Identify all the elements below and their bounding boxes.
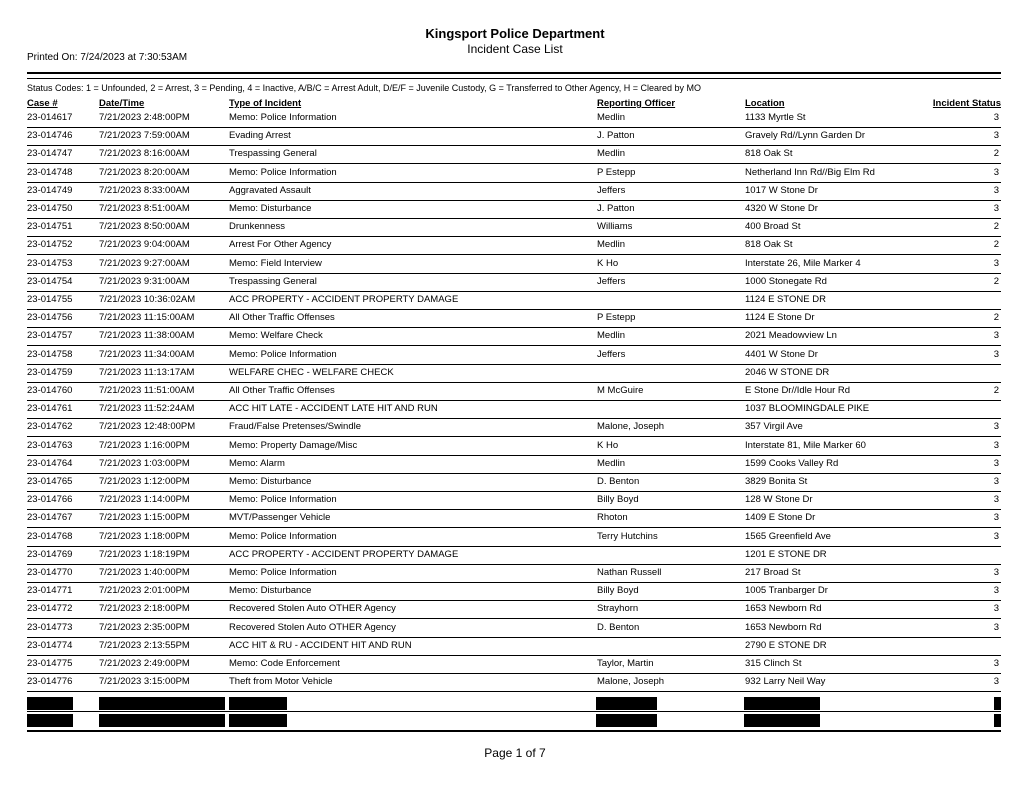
table-row bbox=[27, 182, 1001, 201]
cell-location: Gravely Rd//Lynn Garden Dr bbox=[745, 130, 866, 142]
cell-date-time: 7/21/2023 11:52:24AM bbox=[99, 403, 195, 415]
redaction-bar bbox=[99, 697, 225, 710]
cell-date-time: 7/21/2023 8:16:00AM bbox=[99, 148, 190, 160]
cell-case-number: 23-014759 bbox=[27, 366, 73, 378]
cell-incident-type: ACC PROPERTY - ACCIDENT PROPERTY DAMAGE bbox=[229, 294, 459, 305]
col-header-date: Date/Time bbox=[99, 98, 145, 109]
cell-incident-status: 3 bbox=[993, 512, 999, 524]
table-row bbox=[27, 546, 1001, 565]
table-row bbox=[27, 509, 1001, 528]
cell-date-time: 7/21/2023 11:38:00AM bbox=[99, 330, 195, 342]
table-row bbox=[27, 200, 1001, 219]
cell-incident-type: All Other Traffic Offenses bbox=[229, 312, 335, 324]
redaction-bar bbox=[994, 697, 1001, 710]
cell-case-number: 23-014755 bbox=[27, 294, 73, 305]
cell-location: 818 Oak St bbox=[745, 148, 793, 160]
cell-location: 1124 E Stone Dr bbox=[745, 312, 815, 324]
redaction-bar bbox=[744, 697, 820, 710]
cell-incident-status: 3 bbox=[993, 457, 999, 469]
cell-location: 217 Broad St bbox=[745, 567, 801, 578]
cell-date-time: 7/21/2023 2:18:00PM bbox=[99, 603, 190, 615]
table-row bbox=[27, 600, 1001, 619]
cell-incident-type: Trespassing General bbox=[229, 148, 317, 160]
cell-date-time: 7/21/2023 2:49:00PM bbox=[99, 658, 190, 669]
table-row bbox=[27, 291, 1001, 310]
cell-reporting-officer: Strayhorn bbox=[597, 603, 639, 615]
cell-incident-status: 3 bbox=[993, 476, 999, 487]
cell-incident-type: Memo: Police Information bbox=[229, 530, 337, 542]
cell-location: 1000 Stonegate Rd bbox=[745, 275, 827, 287]
table-row bbox=[27, 236, 1001, 255]
table-row bbox=[27, 164, 1001, 183]
cell-date-time: 7/21/2023 1:03:00PM bbox=[99, 457, 190, 469]
cell-reporting-officer: Taylor, Martin bbox=[597, 658, 654, 669]
redaction-bar bbox=[27, 714, 73, 727]
cell-location: 2790 E STONE DR bbox=[745, 639, 827, 651]
cell-location: 1653 Newborn Rd bbox=[745, 621, 822, 633]
cell-incident-type: Memo: Police Information bbox=[229, 348, 337, 360]
cell-date-time: 7/21/2023 9:04:00AM bbox=[99, 239, 190, 251]
cell-location: 2021 Meadowview Ln bbox=[745, 330, 837, 342]
cell-location: 932 Larry Neil Way bbox=[745, 676, 826, 688]
cell-reporting-officer: Williams bbox=[597, 221, 633, 233]
redaction-bar bbox=[99, 714, 225, 727]
cell-reporting-officer: Rhoton bbox=[597, 512, 628, 524]
cell-reporting-officer: K Ho bbox=[597, 439, 619, 451]
cell-incident-status: 3 bbox=[993, 257, 999, 269]
cell-incident-status: 3 bbox=[993, 439, 999, 451]
cell-reporting-officer: Jeffers bbox=[597, 275, 626, 287]
cell-date-time: 7/21/2023 1:15:00PM bbox=[99, 512, 190, 524]
cell-location: 1409 E Stone Dr bbox=[745, 512, 816, 524]
cell-case-number: 23-014772 bbox=[27, 603, 73, 615]
cell-reporting-officer: Medlin bbox=[597, 457, 625, 469]
cell-case-number: 23-014757 bbox=[27, 330, 73, 342]
cell-date-time: 7/21/2023 2:48:00PM bbox=[99, 112, 190, 123]
redaction-bar bbox=[229, 697, 287, 710]
cell-location: 1037 BLOOMINGDALE PIKE bbox=[745, 403, 870, 415]
cell-location: 1201 E STONE DR bbox=[745, 548, 827, 560]
cell-date-time: 7/21/2023 2:13:55PM bbox=[99, 639, 190, 651]
cell-location: 315 Clinch St bbox=[745, 658, 802, 669]
cell-reporting-officer: P Estepp bbox=[597, 312, 636, 324]
cell-incident-type: MVT/Passenger Vehicle bbox=[229, 512, 331, 524]
cell-incident-type: Drunkenness bbox=[229, 221, 285, 233]
cell-case-number: 23-014769 bbox=[27, 548, 73, 560]
table-row bbox=[27, 273, 1001, 292]
table-row bbox=[27, 455, 1001, 474]
cell-case-number: 23-014767 bbox=[27, 512, 73, 524]
cell-incident-status: 3 bbox=[993, 166, 999, 178]
top-rule-thin bbox=[27, 78, 1001, 79]
cell-reporting-officer: Medlin bbox=[597, 239, 625, 251]
cell-case-number: 23-014768 bbox=[27, 530, 73, 542]
table-row bbox=[27, 582, 1001, 601]
cell-incident-status: 3 bbox=[993, 658, 999, 669]
cell-incident-type: ACC HIT LATE - ACCIDENT LATE HIT AND RUN bbox=[229, 403, 438, 415]
top-rule bbox=[27, 72, 1001, 74]
cell-date-time: 7/21/2023 2:35:00PM bbox=[99, 621, 190, 633]
printed-on: Printed On: 7/24/2023 at 7:30:53AM bbox=[27, 52, 188, 63]
cell-reporting-officer: Malone, Joseph bbox=[597, 421, 665, 433]
cell-case-number: 23-014746 bbox=[27, 130, 73, 142]
cell-incident-status: 3 bbox=[993, 567, 999, 578]
cell-incident-type: Evading Arrest bbox=[229, 130, 291, 142]
cell-case-number: 23-014753 bbox=[27, 257, 73, 269]
table-row bbox=[27, 619, 1001, 638]
cell-location: Interstate 26, Mile Marker 4 bbox=[745, 257, 861, 269]
cell-date-time: 7/21/2023 12:48:00PM bbox=[99, 421, 196, 433]
cell-incident-status: 3 bbox=[993, 184, 999, 196]
cell-incident-status: 2 bbox=[993, 312, 999, 324]
cell-date-time: 7/21/2023 11:13:17AM bbox=[99, 366, 195, 378]
cell-incident-type: Memo: Property Damage/Misc bbox=[229, 439, 358, 451]
cell-case-number: 23-014751 bbox=[27, 221, 73, 233]
cell-case-number: 23-014617 bbox=[27, 112, 73, 123]
table-row bbox=[27, 673, 1001, 692]
cell-case-number: 23-014747 bbox=[27, 148, 73, 160]
table-row bbox=[27, 127, 1001, 146]
cell-case-number: 23-014748 bbox=[27, 166, 73, 178]
cell-incident-type: All Other Traffic Offenses bbox=[229, 385, 335, 396]
table-row bbox=[27, 491, 1001, 510]
cell-incident-type: Memo: Police Information bbox=[229, 567, 337, 578]
cell-incident-status: 2 bbox=[993, 221, 999, 233]
cell-incident-type: Fraud/False Pretenses/Swindle bbox=[229, 421, 362, 433]
cell-incident-status: 3 bbox=[993, 348, 999, 360]
cell-location: 357 Virgil Ave bbox=[745, 421, 803, 433]
cell-location: 3829 Bonita St bbox=[745, 476, 808, 487]
cell-case-number: 23-014763 bbox=[27, 439, 73, 451]
cell-date-time: 7/21/2023 3:15:00PM bbox=[99, 676, 190, 688]
cell-incident-status: 3 bbox=[993, 494, 999, 506]
cell-date-time: 7/21/2023 11:51:00AM bbox=[99, 385, 195, 396]
cell-incident-status: 2 bbox=[993, 385, 999, 396]
cell-date-time: 7/21/2023 8:20:00AM bbox=[99, 166, 190, 178]
cell-reporting-officer: Malone, Joseph bbox=[597, 676, 665, 688]
cell-incident-type: Recovered Stolen Auto OTHER Agency bbox=[229, 603, 396, 615]
cell-incident-status: 3 bbox=[993, 130, 999, 142]
cell-reporting-officer: M McGuire bbox=[597, 385, 644, 396]
cell-location: 818 Oak St bbox=[745, 239, 793, 251]
cell-case-number: 23-014774 bbox=[27, 639, 73, 651]
cell-reporting-officer: Jeffers bbox=[597, 184, 626, 196]
table-row bbox=[27, 364, 1001, 383]
redaction-bar bbox=[27, 697, 73, 710]
cell-date-time: 7/21/2023 8:51:00AM bbox=[99, 203, 190, 214]
cell-incident-type: Memo: Police Information bbox=[229, 112, 337, 123]
cell-incident-status: 3 bbox=[993, 585, 999, 597]
cell-reporting-officer: Medlin bbox=[597, 330, 625, 342]
cell-case-number: 23-014776 bbox=[27, 676, 73, 688]
cell-case-number: 23-014765 bbox=[27, 476, 73, 487]
cell-incident-status: 3 bbox=[993, 621, 999, 633]
cell-incident-status: 3 bbox=[993, 530, 999, 542]
cell-date-time: 7/21/2023 9:31:00AM bbox=[99, 275, 190, 287]
cell-reporting-officer: Jeffers bbox=[597, 348, 626, 360]
cell-case-number: 23-014761 bbox=[27, 403, 73, 415]
cell-incident-type: Memo: Code Enforcement bbox=[229, 658, 340, 669]
cell-reporting-officer: J. Patton bbox=[597, 203, 635, 214]
cell-date-time: 7/21/2023 7:59:00AM bbox=[99, 130, 190, 142]
table-row bbox=[27, 346, 1001, 365]
cell-incident-type: WELFARE CHEC - WELFARE CHECK bbox=[229, 366, 394, 378]
cell-case-number: 23-014775 bbox=[27, 658, 73, 669]
table-row bbox=[27, 655, 1001, 674]
cell-date-time: 7/21/2023 1:16:00PM bbox=[99, 439, 190, 451]
col-header-officer: Reporting Officer bbox=[597, 98, 676, 109]
col-header-status: Incident Status bbox=[932, 98, 1001, 109]
cell-reporting-officer: D. Benton bbox=[597, 621, 640, 633]
cell-case-number: 23-014770 bbox=[27, 567, 73, 578]
cell-location: Netherland Inn Rd//Big Elm Rd bbox=[745, 166, 875, 178]
cell-case-number: 23-014758 bbox=[27, 348, 73, 360]
cell-incident-type: Memo: Disturbance bbox=[229, 585, 312, 597]
cell-case-number: 23-014773 bbox=[27, 621, 73, 633]
cell-location: 1133 Myrtle St bbox=[745, 112, 806, 123]
cell-case-number: 23-014749 bbox=[27, 184, 73, 196]
cell-case-number: 23-014771 bbox=[27, 585, 73, 597]
cell-location: 1005 Tranbarger Dr bbox=[745, 585, 828, 597]
redaction-bar bbox=[994, 714, 1001, 727]
cell-reporting-officer: P Estepp bbox=[597, 166, 636, 178]
cell-incident-type: Memo: Police Information bbox=[229, 494, 337, 506]
col-header-type: Type of Incident bbox=[229, 98, 302, 109]
report-subtitle: Incident Case List bbox=[467, 42, 563, 56]
status-codes-legend: Status Codes: 1 = Unfounded, 2 = Arrest, 3 = Pending, 4 = Inactive, A/B/C = Arrest Adult, D/E/F = Juvenile Custody, G = Transferred to Other Agency, H = Cleared by MO bbox=[27, 83, 702, 93]
cell-incident-type: Memo: Disturbance bbox=[229, 476, 312, 487]
cell-location: 1653 Newborn Rd bbox=[745, 603, 822, 615]
cell-incident-status: 3 bbox=[993, 603, 999, 615]
cell-reporting-officer: Billy Boyd bbox=[597, 494, 639, 506]
cell-incident-status: 2 bbox=[993, 275, 999, 287]
cell-case-number: 23-014762 bbox=[27, 421, 73, 433]
cell-incident-type: Memo: Disturbance bbox=[229, 203, 312, 214]
cell-reporting-officer: Medlin bbox=[597, 148, 625, 160]
table-row bbox=[27, 528, 1001, 547]
table-row bbox=[27, 255, 1001, 274]
cell-incident-status: 3 bbox=[993, 203, 999, 214]
cell-reporting-officer: Billy Boyd bbox=[597, 585, 639, 597]
cell-location: 128 W Stone Dr bbox=[745, 494, 813, 506]
cell-case-number: 23-014752 bbox=[27, 239, 73, 251]
cell-date-time: 7/21/2023 10:36:02AM bbox=[99, 294, 196, 305]
cell-incident-type: Memo: Police Information bbox=[229, 166, 337, 178]
cell-reporting-officer: Medlin bbox=[597, 112, 625, 123]
cell-case-number: 23-014760 bbox=[27, 385, 73, 396]
cell-incident-type: Arrest For Other Agency bbox=[229, 239, 332, 251]
table-row bbox=[27, 382, 1001, 401]
cell-date-time: 7/21/2023 11:34:00AM bbox=[99, 348, 195, 360]
cell-incident-type: Memo: Alarm bbox=[229, 457, 285, 469]
table-row bbox=[27, 418, 1001, 437]
cell-date-time: 7/21/2023 1:40:00PM bbox=[99, 567, 190, 578]
table-row bbox=[27, 437, 1001, 456]
cell-incident-status: 3 bbox=[993, 330, 999, 342]
cell-reporting-officer: Terry Hutchins bbox=[597, 530, 658, 542]
cell-reporting-officer: J. Patton bbox=[597, 130, 635, 142]
cell-reporting-officer: K Ho bbox=[597, 257, 619, 269]
cell-case-number: 23-014750 bbox=[27, 203, 73, 214]
cell-location: Interstate 81, Mile Marker 60 bbox=[745, 439, 866, 451]
cell-reporting-officer: D. Benton bbox=[597, 476, 640, 487]
cell-incident-status: 3 bbox=[993, 112, 999, 123]
cell-location: 4401 W Stone Dr bbox=[745, 348, 818, 360]
bottom-rule bbox=[27, 730, 1001, 732]
table-row bbox=[27, 637, 1001, 656]
cell-date-time: 7/21/2023 2:01:00PM bbox=[99, 585, 190, 597]
table-row bbox=[27, 473, 1001, 492]
redaction-bar bbox=[744, 714, 820, 727]
col-header-case: Case # bbox=[27, 98, 58, 109]
redacted-row-rule bbox=[27, 711, 1001, 712]
cell-date-time: 7/21/2023 9:27:00AM bbox=[99, 257, 190, 269]
redaction-bar bbox=[229, 714, 287, 727]
cell-location: 4320 W Stone Dr bbox=[745, 203, 818, 214]
cell-location: 1017 W Stone Dr bbox=[745, 184, 818, 196]
redacted-row bbox=[27, 714, 1001, 728]
table-row bbox=[27, 218, 1001, 237]
cell-incident-type: Memo: Welfare Check bbox=[229, 330, 323, 342]
cell-incident-status: 3 bbox=[993, 421, 999, 433]
table-row bbox=[27, 109, 1001, 128]
cell-location: 1565 Greenfield Ave bbox=[745, 530, 831, 542]
redaction-bar bbox=[596, 697, 657, 710]
cell-date-time: 7/21/2023 1:18:00PM bbox=[99, 530, 190, 542]
cell-incident-status: 2 bbox=[993, 239, 999, 251]
cell-incident-type: Memo: Field Interview bbox=[229, 257, 322, 269]
cell-location: 1124 E STONE DR bbox=[745, 294, 826, 305]
report-title: Kingsport Police Department bbox=[425, 26, 605, 41]
cell-incident-type: Aggravated Assault bbox=[229, 184, 311, 196]
cell-incident-type: Recovered Stolen Auto OTHER Agency bbox=[229, 621, 396, 633]
col-header-location: Location bbox=[745, 98, 785, 109]
cell-location: 1599 Cooks Valley Rd bbox=[745, 457, 839, 469]
cell-location: E Stone Dr//Idle Hour Rd bbox=[745, 385, 851, 396]
cell-case-number: 23-014754 bbox=[27, 275, 73, 287]
cell-incident-type: Trespassing General bbox=[229, 275, 317, 287]
cell-date-time: 7/21/2023 1:18:19PM bbox=[99, 548, 190, 560]
table-row bbox=[27, 564, 1001, 583]
table-row bbox=[27, 309, 1001, 328]
cell-date-time: 7/21/2023 8:33:00AM bbox=[99, 184, 190, 196]
table-row bbox=[27, 400, 1001, 419]
table-row bbox=[27, 327, 1001, 346]
cell-case-number: 23-014756 bbox=[27, 312, 73, 324]
page-number: Page 1 of 7 bbox=[484, 746, 546, 760]
redaction-bar bbox=[596, 714, 657, 727]
cell-location: 400 Broad St bbox=[745, 221, 801, 233]
cell-date-time: 7/21/2023 8:50:00AM bbox=[99, 221, 190, 233]
cell-date-time: 7/21/2023 1:14:00PM bbox=[99, 494, 190, 506]
redacted-row bbox=[27, 697, 1001, 711]
cell-incident-type: ACC PROPERTY - ACCIDENT PROPERTY DAMAGE bbox=[229, 548, 459, 560]
cell-incident-status: 2 bbox=[993, 148, 999, 160]
table-row bbox=[27, 145, 1001, 164]
cell-incident-status: 3 bbox=[993, 676, 999, 688]
cell-incident-type: ACC HIT & RU - ACCIDENT HIT AND RUN bbox=[229, 639, 412, 651]
cell-case-number: 23-014766 bbox=[27, 494, 73, 506]
cell-incident-type: Theft from Motor Vehicle bbox=[229, 676, 333, 688]
cell-date-time: 7/21/2023 1:12:00PM bbox=[99, 476, 190, 487]
cell-reporting-officer: Nathan Russell bbox=[597, 567, 662, 578]
cell-location: 2046 W STONE DR bbox=[745, 366, 830, 378]
cell-case-number: 23-014764 bbox=[27, 457, 73, 469]
cell-date-time: 7/21/2023 11:15:00AM bbox=[99, 312, 195, 324]
